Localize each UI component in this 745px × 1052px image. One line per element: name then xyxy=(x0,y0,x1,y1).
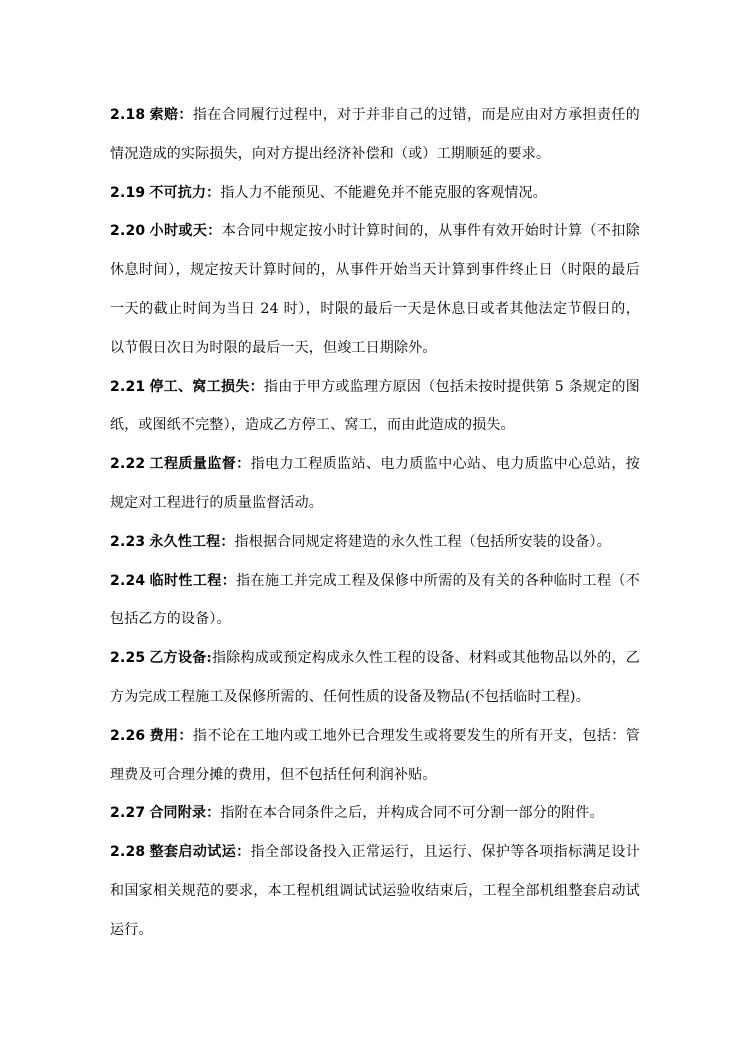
clause-text: 指附在本合同条件之后，并构成合同不可分割一部分的附件。 xyxy=(220,805,604,822)
clause-number: 2.24 xyxy=(110,572,146,589)
clause-2-28 xyxy=(110,833,640,949)
clause-number: 2.18 xyxy=(110,107,146,123)
clause-text: 指在合同履行过程中，对于并非自己的过错，而是应由对方承担责任的情况造成的实际损失，向对方提出经济补偿和（或）工期顺延的要求。 xyxy=(110,107,640,162)
clause-text: 指除构成或预定构成永久性工程的设备、材料或其他物品以外的，乙方为完成工程施工及保修所需的、任何性质的设备及物品(不包括临时工程)。 xyxy=(110,650,641,705)
clause-text: 指根据合同规定将建造的永久性工程（包括所安装的设备）。 xyxy=(234,533,611,550)
clause-2-24 xyxy=(110,562,640,640)
clause-number: 2.19 xyxy=(110,184,146,201)
clause-2-18 xyxy=(110,96,640,174)
clause-2-27 xyxy=(110,794,640,833)
clause-number: 2.21 xyxy=(110,378,146,395)
clause-2-19 xyxy=(110,174,640,213)
clause-number: 2.20 xyxy=(110,223,146,240)
clause-2-22 xyxy=(110,445,640,523)
clause-text: 指全部设备投入正常运行，且运行、保护等各项指标满足设计和国家相关规范的要求，本工程机组调试试运验收结束后，工程全部机组整套启动试运行。 xyxy=(110,844,640,938)
clause-number: 2.26 xyxy=(110,727,146,744)
clause-term: 永久性工程： xyxy=(149,533,235,550)
clause-term: 费用： xyxy=(149,727,193,744)
clause-number: 2.25 xyxy=(110,650,146,667)
clause-text: 指由于甲方或监理方原因（包括未按时提供第 5 条规定的图纸，或图纸不完整），造成乙方停工、窝工，而由此造成的损失。 xyxy=(110,378,641,434)
clause-term: 不可抗力： xyxy=(149,184,221,201)
clause-2-21 xyxy=(110,368,640,446)
clause-term: 小时或天： xyxy=(149,223,222,240)
document-page xyxy=(110,96,640,950)
clause-term: 停工、窝工损失： xyxy=(149,378,264,395)
clause-text: 指人力不能预见、不能避免并不能克服的客观情况。 xyxy=(220,184,547,201)
clause-term: 整套启动试运： xyxy=(149,844,251,861)
clause-number: 2.27 xyxy=(110,805,146,822)
clause-text: 本合同中规定按小时计算时间的，从事件有效开始时计算（不扣除休息时间），规定按天计算时间的，从事件开始当天计算到事件终止日（时限的最后一天的截止时间为当日 24 时），时限的最后一天是休息日或者其他法定节假日的，以节假日次日为时限的最后一天，但竣工日期除外。 xyxy=(110,223,640,356)
clause-2-26 xyxy=(110,717,640,795)
clause-term: 工程质量监督： xyxy=(149,456,251,473)
clause-2-25 xyxy=(110,639,640,717)
clause-number: 2.28 xyxy=(110,844,146,861)
clause-term: 临时性工程： xyxy=(149,572,237,589)
clause-text: 指电力工程质监站、电力质监中心站、电力质监中心总站，按规定对工程进行的质量监督活动。 xyxy=(110,456,640,511)
clause-term: 合同附录： xyxy=(149,805,221,822)
clause-2-20 xyxy=(110,212,640,367)
clause-number: 2.22 xyxy=(110,456,146,473)
clause-term: 乙方设备: xyxy=(149,650,212,667)
clause-2-23 xyxy=(110,523,640,562)
clause-text: 指在施工并完成工程及保修中所需的及有关的各种临时工程（不包括乙方的设备）。 xyxy=(110,572,640,628)
clause-term: 索赔： xyxy=(149,107,193,123)
clause-number: 2.23 xyxy=(110,533,146,550)
clause-text: 指不论在工地内或工地外已合理发生或将要发生的所有开支，包括：管理费及可合理分摊的费用，但不包括任何利润补贴。 xyxy=(110,727,640,783)
